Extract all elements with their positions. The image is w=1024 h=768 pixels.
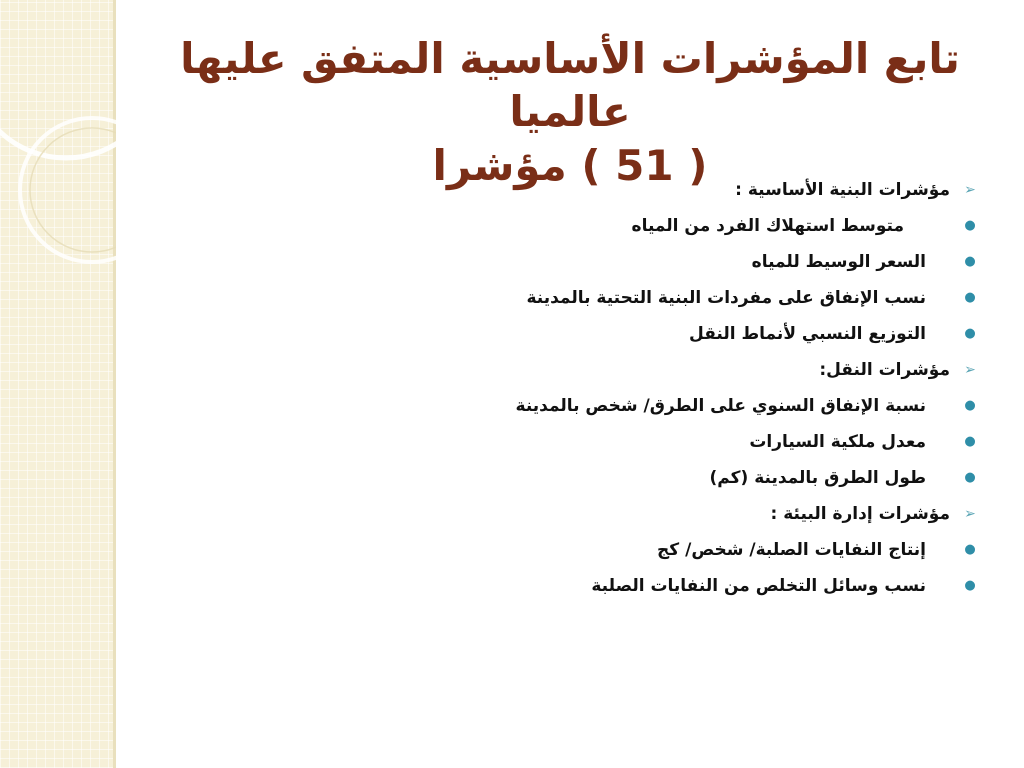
check-arrow-icon: ➢ xyxy=(964,362,976,378)
title-line-1: تابع المؤشرات الأساسية المتفق عليها عالميا xyxy=(180,34,960,137)
list-item: ● إنتاج النفايات الصلبة/ شخص/ كج xyxy=(150,532,988,568)
list-item: ● السعر الوسيط للمياه xyxy=(150,244,988,280)
check-arrow-icon: ➢ xyxy=(964,506,976,522)
list-item: ● نسبة الإنفاق السنوي على الطرق/ شخص بالمدينة xyxy=(150,388,988,424)
title-line-2: ( 51 ) مؤشرا xyxy=(432,140,708,190)
bullet-dot-icon: ● xyxy=(964,542,976,557)
bullet-dot-icon: ● xyxy=(964,326,976,341)
bullet-dot-icon: ● xyxy=(964,254,976,269)
slide-title xyxy=(150,32,990,192)
bullet-dot-icon: ● xyxy=(964,290,976,305)
bullet-dot-icon: ● xyxy=(964,218,976,233)
bullet-dot-icon: ● xyxy=(964,398,976,413)
list-item: ● نسب وسائل التخلص من النفايات الصلبة xyxy=(150,568,988,604)
list-item: ● طول الطرق بالمدينة (كم) xyxy=(150,460,988,496)
list-item: ● متوسط استهلاك الفرد من المياه xyxy=(150,208,988,244)
bullet-dot-icon: ● xyxy=(964,434,976,449)
bullet-dot-icon: ● xyxy=(964,578,976,593)
decorative-circles xyxy=(0,0,116,768)
check-arrow-icon: ➢ xyxy=(964,182,976,198)
section-heading: ➢ مؤشرات البنية الأساسية : xyxy=(150,172,988,208)
section-heading: ➢ مؤشرات النقل: xyxy=(150,352,988,388)
indicator-list xyxy=(150,172,988,604)
list-item: ● نسب الإنفاق على مفردات البنية التحتية بالمدينة xyxy=(150,280,988,316)
section-heading: ➢ مؤشرات إدارة البيئة : xyxy=(150,496,988,532)
list-item: ● معدل ملكية السيارات xyxy=(150,424,988,460)
bullet-dot-icon: ● xyxy=(964,470,976,485)
list-item: ● التوزيع النسبي لأنماط النقل xyxy=(150,316,988,352)
